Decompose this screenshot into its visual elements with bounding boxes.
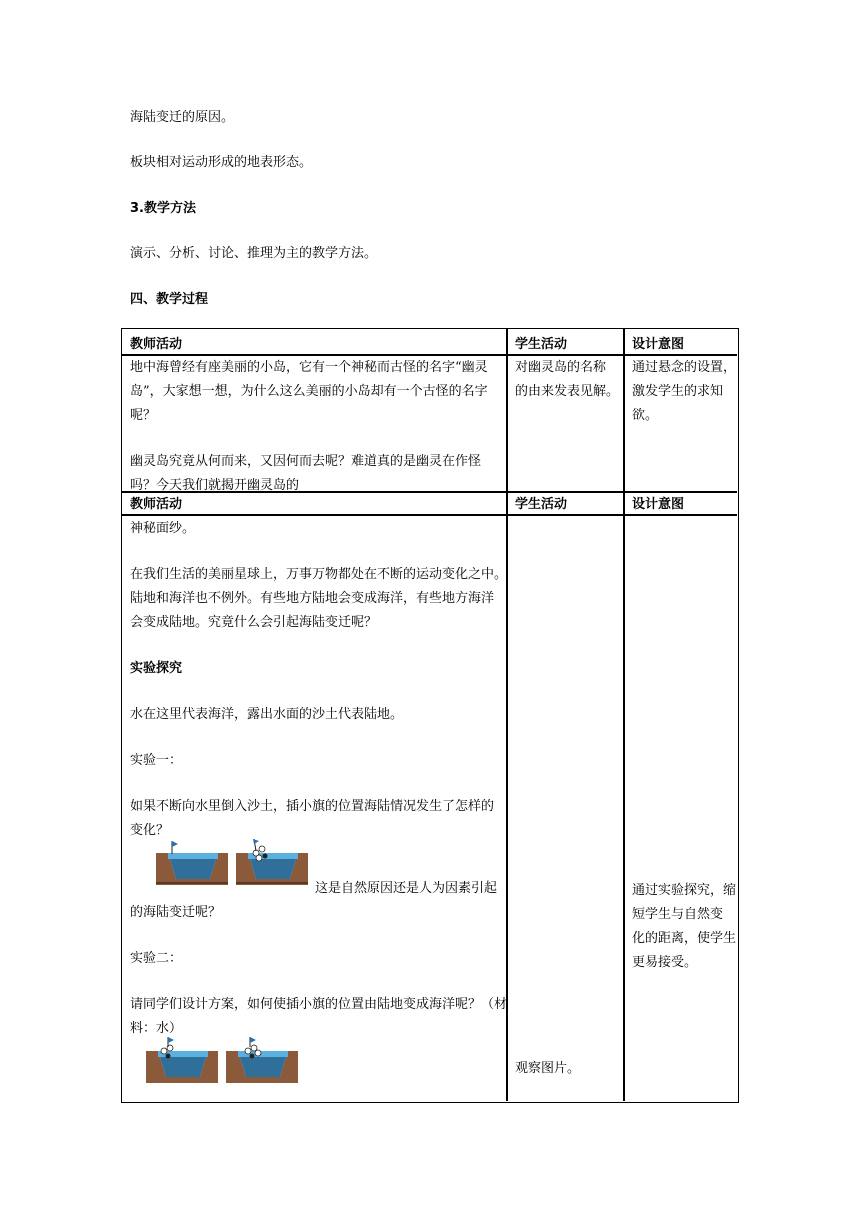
teaching-process-table xyxy=(121,328,739,1103)
heading-experiment-inquiry: 实验探究 xyxy=(130,661,183,676)
row2-teacher-activity-cont: 的海陆变迁呢？ 实验二： 请同学们设计方案，如何使插小旗的位置由陆地变成海洋呢？（材 料：水） xyxy=(130,905,508,1036)
row1-student-activity: 对幽灵岛的名称 的由来发表见解。 xyxy=(515,360,620,399)
row2-design-intent: 通过实验探究，缩 短学生与自然变 化的距离，使学生 更易接受。 xyxy=(632,883,737,970)
header-design-intent-2: 设计意图 xyxy=(632,497,685,512)
header-student-activity-2: 学生活动 xyxy=(515,497,568,512)
basin-with-sand-poured xyxy=(236,839,308,885)
text-plate-landform: 板块相对运动形成的地表形态。 xyxy=(130,155,313,170)
row1-teacher-activity: 地中海曾经有座美丽的小岛，它有一个神秘而古怪的名字“幽灵 岛”，大家想一想，为什么这么美丽的小岛却有一个古怪的名字 呢？ 幽灵岛究竟从何而来，又因何而去呢？难道真的是幽灵在作怪 吗？今天我们就揭开幽灵岛的 xyxy=(130,360,488,493)
experiment1-diagram xyxy=(156,839,308,887)
experiment2-diagram xyxy=(146,1037,298,1085)
basin-flag-land xyxy=(146,1037,218,1083)
text-sea-land-cause: 海陆变迁的原因。 xyxy=(130,110,235,125)
text-natural-or-human: 这是自然原因还是人为因素引起 xyxy=(315,881,498,896)
row2-student-activity: 观察图片。 xyxy=(515,1061,581,1076)
header-student-activity: 学生活动 xyxy=(515,337,568,352)
heading-teaching-process: 四、教学过程 xyxy=(130,292,209,307)
row1-design-intent: 通过悬念的设置， 激发学生的求知 欲。 xyxy=(632,360,737,423)
text-teaching-method: 演示、分析、讨论、推理为主的教学方法。 xyxy=(130,246,378,261)
basin-flag-sea xyxy=(226,1037,298,1083)
heading-teaching-method: 3.教学方法 xyxy=(130,201,196,216)
basin-with-flag-on-land xyxy=(156,841,228,885)
header-design-intent: 设计意图 xyxy=(632,337,685,352)
row2-teacher-activity: 神秘面纱。 在我们生活的美丽星球上，万事万物都处在不断的运动变化之中。 陆地和海洋也不例外。有些地方陆地会变成海洋，有些地方海洋 会变成陆地。究竟什么会引起海陆变迁呢？ 实验探究 水在这里代表海洋，露出水面的沙土代表陆地。 实验一： 如果不断向水里倒入沙土，插小旗的位置海陆情况发生了怎样的 变化？ xyxy=(130,521,508,838)
header-teacher-activity: 教师活动 xyxy=(130,337,183,352)
header-teacher-activity-2: 教师活动 xyxy=(130,497,183,512)
